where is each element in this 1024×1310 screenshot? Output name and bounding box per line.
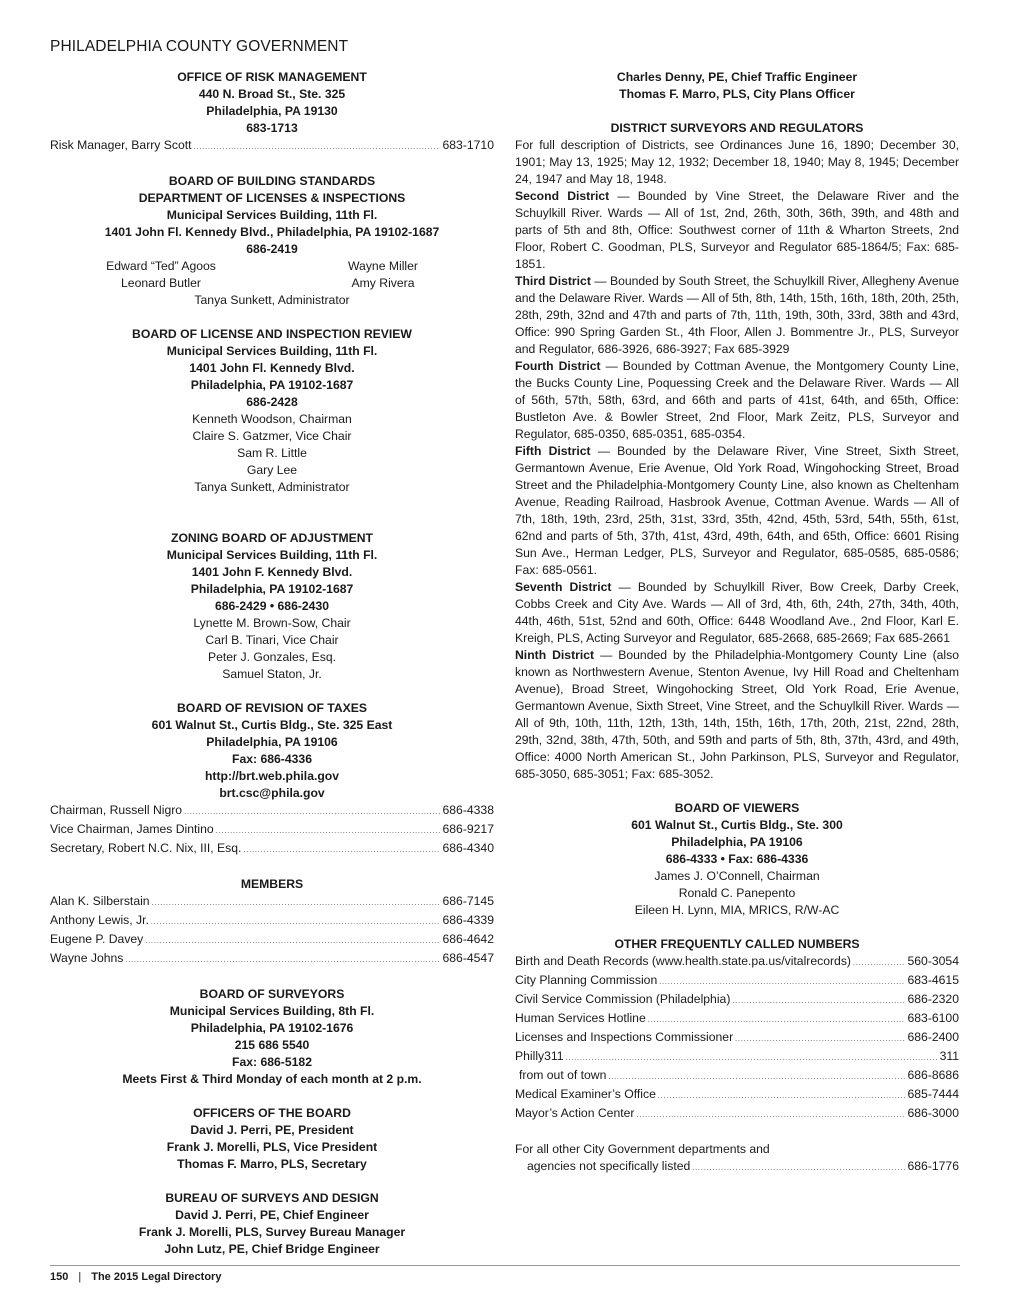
address-line: Philadelphia, PA 19102-1687 — [190, 378, 354, 392]
address-line: 1401 John Fl. Kennedy Blvd., Philadelphia, PA 19102-1687 — [104, 225, 440, 239]
section-title: ZONING BOARD OF ADJUSTMENT — [171, 531, 373, 545]
directory-entry: agencies not specifically listed . . . 686-1776 — [515, 1158, 959, 1177]
member-row: Edward “Ted” Agoos Wayne Miller — [106, 259, 418, 273]
directory-entry: City Planning Commission . . . 683-4615 — [515, 972, 959, 991]
address-line: 1401 John Fl. Kennedy Blvd. — [189, 361, 355, 375]
directory-entry: Anthony Lewis, Jr. . . . 686-4339 — [50, 912, 494, 931]
section-title: BOARD OF VIEWERS — [674, 801, 800, 815]
member: Samuel Staton, Jr. — [222, 667, 322, 681]
officer: Thomas F. Marro, PLS, Secretary — [177, 1157, 367, 1171]
member: Kenneth Woodson, Chairman — [192, 412, 352, 426]
address-line: Municipal Services Building, 11th Fl. — [166, 344, 378, 358]
directory-entry: Risk Manager, Barry Scott . . . 683-1710 — [50, 137, 494, 156]
address-line: Philadelphia, PA 19102-1687 — [190, 582, 354, 596]
directory-entry: Philly311 . . . 311 — [515, 1048, 959, 1067]
directory-entry: Civil Service Commission (Philadelphia) . . . 686-2320 — [515, 991, 959, 1010]
page-footer — [50, 1271, 221, 1283]
section-title: BOARD OF BUILDING STANDARDS — [168, 174, 376, 188]
officer: David J. Perri, PE, Chief Engineer — [175, 1208, 369, 1222]
directory-entry: Eugene P. Davey . . . 686-4642 — [50, 931, 494, 950]
district-paragraph: Third District — Bounded by South Street, the Schuylkill River, Allegheny Avenue and the Delaware River. Wards — All of 5th, 8th, 14th, 15th, 16th, 18th, 20th, 25th, 28th, 29th, 32nd and 47th and parts of 7th, 11th, 19th, 30th, 33rd, 38th and 43rd, Office: 990 Spring Garden St., 4th Floor, Allen J. Bommentre Jr., PLS, Surveyor and Regulator, 686-3926, 686-3927; Fax 685-3929 — [515, 274, 959, 356]
directory-entry: Alan K. Silberstain . . . 686-7145 — [50, 893, 494, 912]
district-paragraph: Fifth District — Bounded by the Delaware River, Vine Street, Sixth Street, Germantown Avenue, Erie Avenue, Old York Road, Wingohocking Street, Broad Street and the Philadelphia-Montgomery County Line, also known as Cheltenham Avenue, Reading Railroad, Hasbrook Avenue, Cottman Avenue. Wards — All of 7th, 18th, 19th, 23rd, 25th, 31st, 33rd, 35th, 42nd, 45th, 53rd, 54th, 55th, 61st, 62nd and parts of 5th, 37th, 41st, 43rd, 49th, 64th, and 65th, Office: 6601 Rising Sun Ave., Herman Ledger, PLS, Surveyor and Regulator, 685-0585, 685-0586; Fax: 685-0561. — [515, 444, 959, 577]
footer-divider — [50, 1265, 960, 1266]
directory-entry: Licenses and Inspections Commissioner . . . 686-2400 — [515, 1029, 959, 1048]
districts-intro: For full description of Districts, see Ordinances June 16, 1890; December 30, 1901; May 13, 1925; May 12, 1932; December 18, 1940; May 8, 1945; December 24, 1947 and May 18, 1948. — [515, 138, 959, 186]
section-title: BOARD OF LICENSE AND INSPECTION REVIEW — [132, 327, 412, 341]
member: Peter J. Gonzales, Esq. — [207, 650, 337, 664]
member: Gary Lee — [246, 463, 298, 477]
section-title: DISTRICT SURVEYORS AND REGULATORS — [610, 121, 864, 135]
address-line: Philadelphia, PA 19106 — [671, 835, 803, 849]
email: brt.csc@phila.gov — [219, 786, 325, 800]
district-paragraph: Ninth District — Bounded by the Philadelphia-Montgomery County Line (also known as Northwestern Avenue, Stenton Avenue, Ivy Hill Road and Cheltenham Avenue), Broad Street, Wingohocking Street, Old York Road, Erie Avenue, Germantown Avenue, Sixth Street, Vine Street, and the Schuylkill River. Wards — All of 9th, 10th, 11th, 12th, 13th, 14th, 15th, 16th, 17th, 20th, 21st, 22nd, 28th, 29th, 32nd, 38th, 47th, 50th, and 59th and parts of 5th, 8th, 37th, 43rd, and 49th, Office: 4000 North American St., John Parkinson, PLS, Surveyor and Regulator, 685-3050, 685-3051; Fax: 685-3052. — [515, 648, 959, 781]
member: Carl B. Tinari, Vice Chair — [205, 633, 339, 647]
officer: Frank J. Morelli, PLS, Vice President — [166, 1140, 378, 1154]
fax: Fax: 686-4336 — [232, 752, 312, 766]
directory-entry: Medical Examiner’s Office . . . 685-7444 — [515, 1086, 959, 1105]
directory-entry: Secretary, Robert N.C. Nix, III, Esq. . . . 686-4340 — [50, 840, 494, 859]
phone: 686-4333 • Fax: 686-4336 — [665, 852, 809, 866]
district-paragraph: Second District — Bounded by Vine Street, the Delaware River and the Schuylkill River. Wards — All of 1st, 2nd, 26th, 30th, 36th, 39th, and 48th and parts of 5th and 8th, Office: Southwest corner of 11th & Wharton Streets, 2nd Floor, Robert C. Goodman, PLS, Surveyor and Regulator 685-1864/5; Fax: 685-1851. — [515, 189, 959, 271]
address-line: Municipal Services Building, 11th Fl. — [166, 548, 378, 562]
directory-entry: Mayor’s Action Center . . . 686-3000 — [515, 1105, 959, 1124]
section-title: OFFICE OF RISK MANAGEMENT — [177, 70, 367, 84]
directory-entry: Wayne Johns . . . 686-4547 — [50, 950, 494, 969]
section-title: BOARD OF SURVEYORS — [199, 987, 345, 1001]
address-line: Philadelphia, PA 19106 — [206, 735, 338, 749]
member: James J. O’Connell, Chairman — [654, 869, 820, 883]
member: Eileen H. Lynn, MIA, MRICS, R/W-AC — [634, 903, 840, 917]
other-departments-note: For all other City Government departments and — [515, 1142, 770, 1156]
section-title: OFFICERS OF THE BOARD — [193, 1106, 351, 1120]
address-line: 601 Walnut St., Curtis Bldg., Ste. 325 East — [151, 718, 393, 732]
section-title: BOARD OF REVISION OF TAXES — [176, 701, 368, 715]
section-title: MEMBERS — [240, 877, 304, 891]
member-row: Leonard Butler Amy Rivera — [121, 276, 415, 290]
address-line: Municipal Services Building, 8th Fl. — [169, 1004, 375, 1018]
phone: 215 686 5540 — [234, 1038, 310, 1052]
officer: John Lutz, PE, Chief Bridge Engineer — [164, 1242, 380, 1256]
phone: 686-2419 — [246, 242, 298, 256]
address-line: 440 N. Broad St., Ste. 325 — [198, 87, 346, 101]
footer-separator: | — [78, 1271, 82, 1283]
fax: Fax: 686-5182 — [232, 1055, 312, 1069]
address-line: 1401 John F. Kennedy Blvd. — [191, 565, 353, 579]
section-subtitle: DEPARTMENT OF LICENSES & INSPECTIONS — [138, 191, 406, 205]
address-line: Philadelphia, PA 19102-1676 — [190, 1021, 354, 1035]
meeting-note: Meets First & Third Monday of each month at 2 p.m. — [122, 1072, 422, 1086]
phone: 686-2428 — [246, 395, 298, 409]
member: Tanya Sunkett, Administrator — [194, 293, 350, 307]
directory-entry: Chairman, Russell Nigro . . . 686-4338 — [50, 802, 494, 821]
member: Sam R. Little — [237, 446, 307, 460]
directory-entry: Human Services Hotline . . . 683-6100 — [515, 1010, 959, 1029]
page-title: PHILADELPHIA COUNTY GOVERNMENT — [50, 38, 349, 55]
officer: Charles Denny, PE, Chief Traffic Engineer — [616, 70, 858, 84]
left-column — [50, 69, 494, 1258]
directory-entry: Vice Chairman, James Dintino . . . 686-9217 — [50, 821, 494, 840]
officer: David J. Perri, PE, President — [190, 1123, 354, 1137]
publication-title: The 2015 Legal Directory — [91, 1271, 222, 1283]
address-line: 601 Walnut St., Curtis Bldg., Ste. 300 — [631, 818, 843, 832]
member: Lynette M. Brown-Sow, Chair — [193, 616, 351, 630]
address-line: Municipal Services Building, 11th Fl. — [166, 208, 378, 222]
officer: Frank J. Morelli, PLS, Survey Bureau Manager — [138, 1225, 406, 1239]
district-paragraph: Seventh District — Bounded by Schuylkill River, Bow Creek, Darby Creek, Cobbs Creek and City Ave. Wards — All of 3rd, 4th, 6th, 24th, 27th, 34th, 40th, 44th, 46th, 51st, 52nd and 60th, Office: 6448 Woodland Ave., 2nd Floor, Karl E. Kreigh, PLS, Acting Surveyor and Regulator, 685-2668, 685-2669; Fax 685-2661 — [515, 580, 959, 645]
phone: 683-1713 — [246, 121, 298, 135]
phone: 686-2429 • 686-2430 — [214, 599, 330, 613]
address-line: Philadelphia, PA 19130 — [206, 104, 338, 118]
district-paragraph: Fourth District — Bounded by Cottman Avenue, the Montgomery County Line, the Bucks County Line, Poquessing Creek and the Delaware River. Wards — All of 56th, 57th, 58th, 63rd, and 66th and parts of 41st, 64th, and 65th, Office: Bustleton Ave. & Bowler Street, 2nd Floor, Mark Zeitz, PLS, Surveyor and Regulator, 685-0350, 685-0351, 685-0354. — [515, 359, 959, 441]
directory-entry: Birth and Death Records (www.health.state.pa.us/vitalrecords) . . . 560-3054 — [515, 953, 959, 972]
section-title: OTHER FREQUENTLY CALLED NUMBERS — [614, 937, 860, 951]
website: http://brt.web.phila.gov — [204, 769, 340, 783]
officer: Thomas F. Marro, PLS, City Plans Officer — [619, 87, 855, 101]
member: Claire S. Gatzmer, Vice Chair — [192, 429, 352, 443]
member: Ronald C. Panepento — [678, 886, 796, 900]
page-number: 150 — [50, 1271, 69, 1283]
section-title: BUREAU OF SURVEYS AND DESIGN — [165, 1191, 379, 1205]
right-column — [515, 69, 959, 1177]
member: Tanya Sunkett, Administrator — [194, 480, 350, 494]
directory-entry: from out of town . . . 686-8686 — [515, 1067, 959, 1086]
